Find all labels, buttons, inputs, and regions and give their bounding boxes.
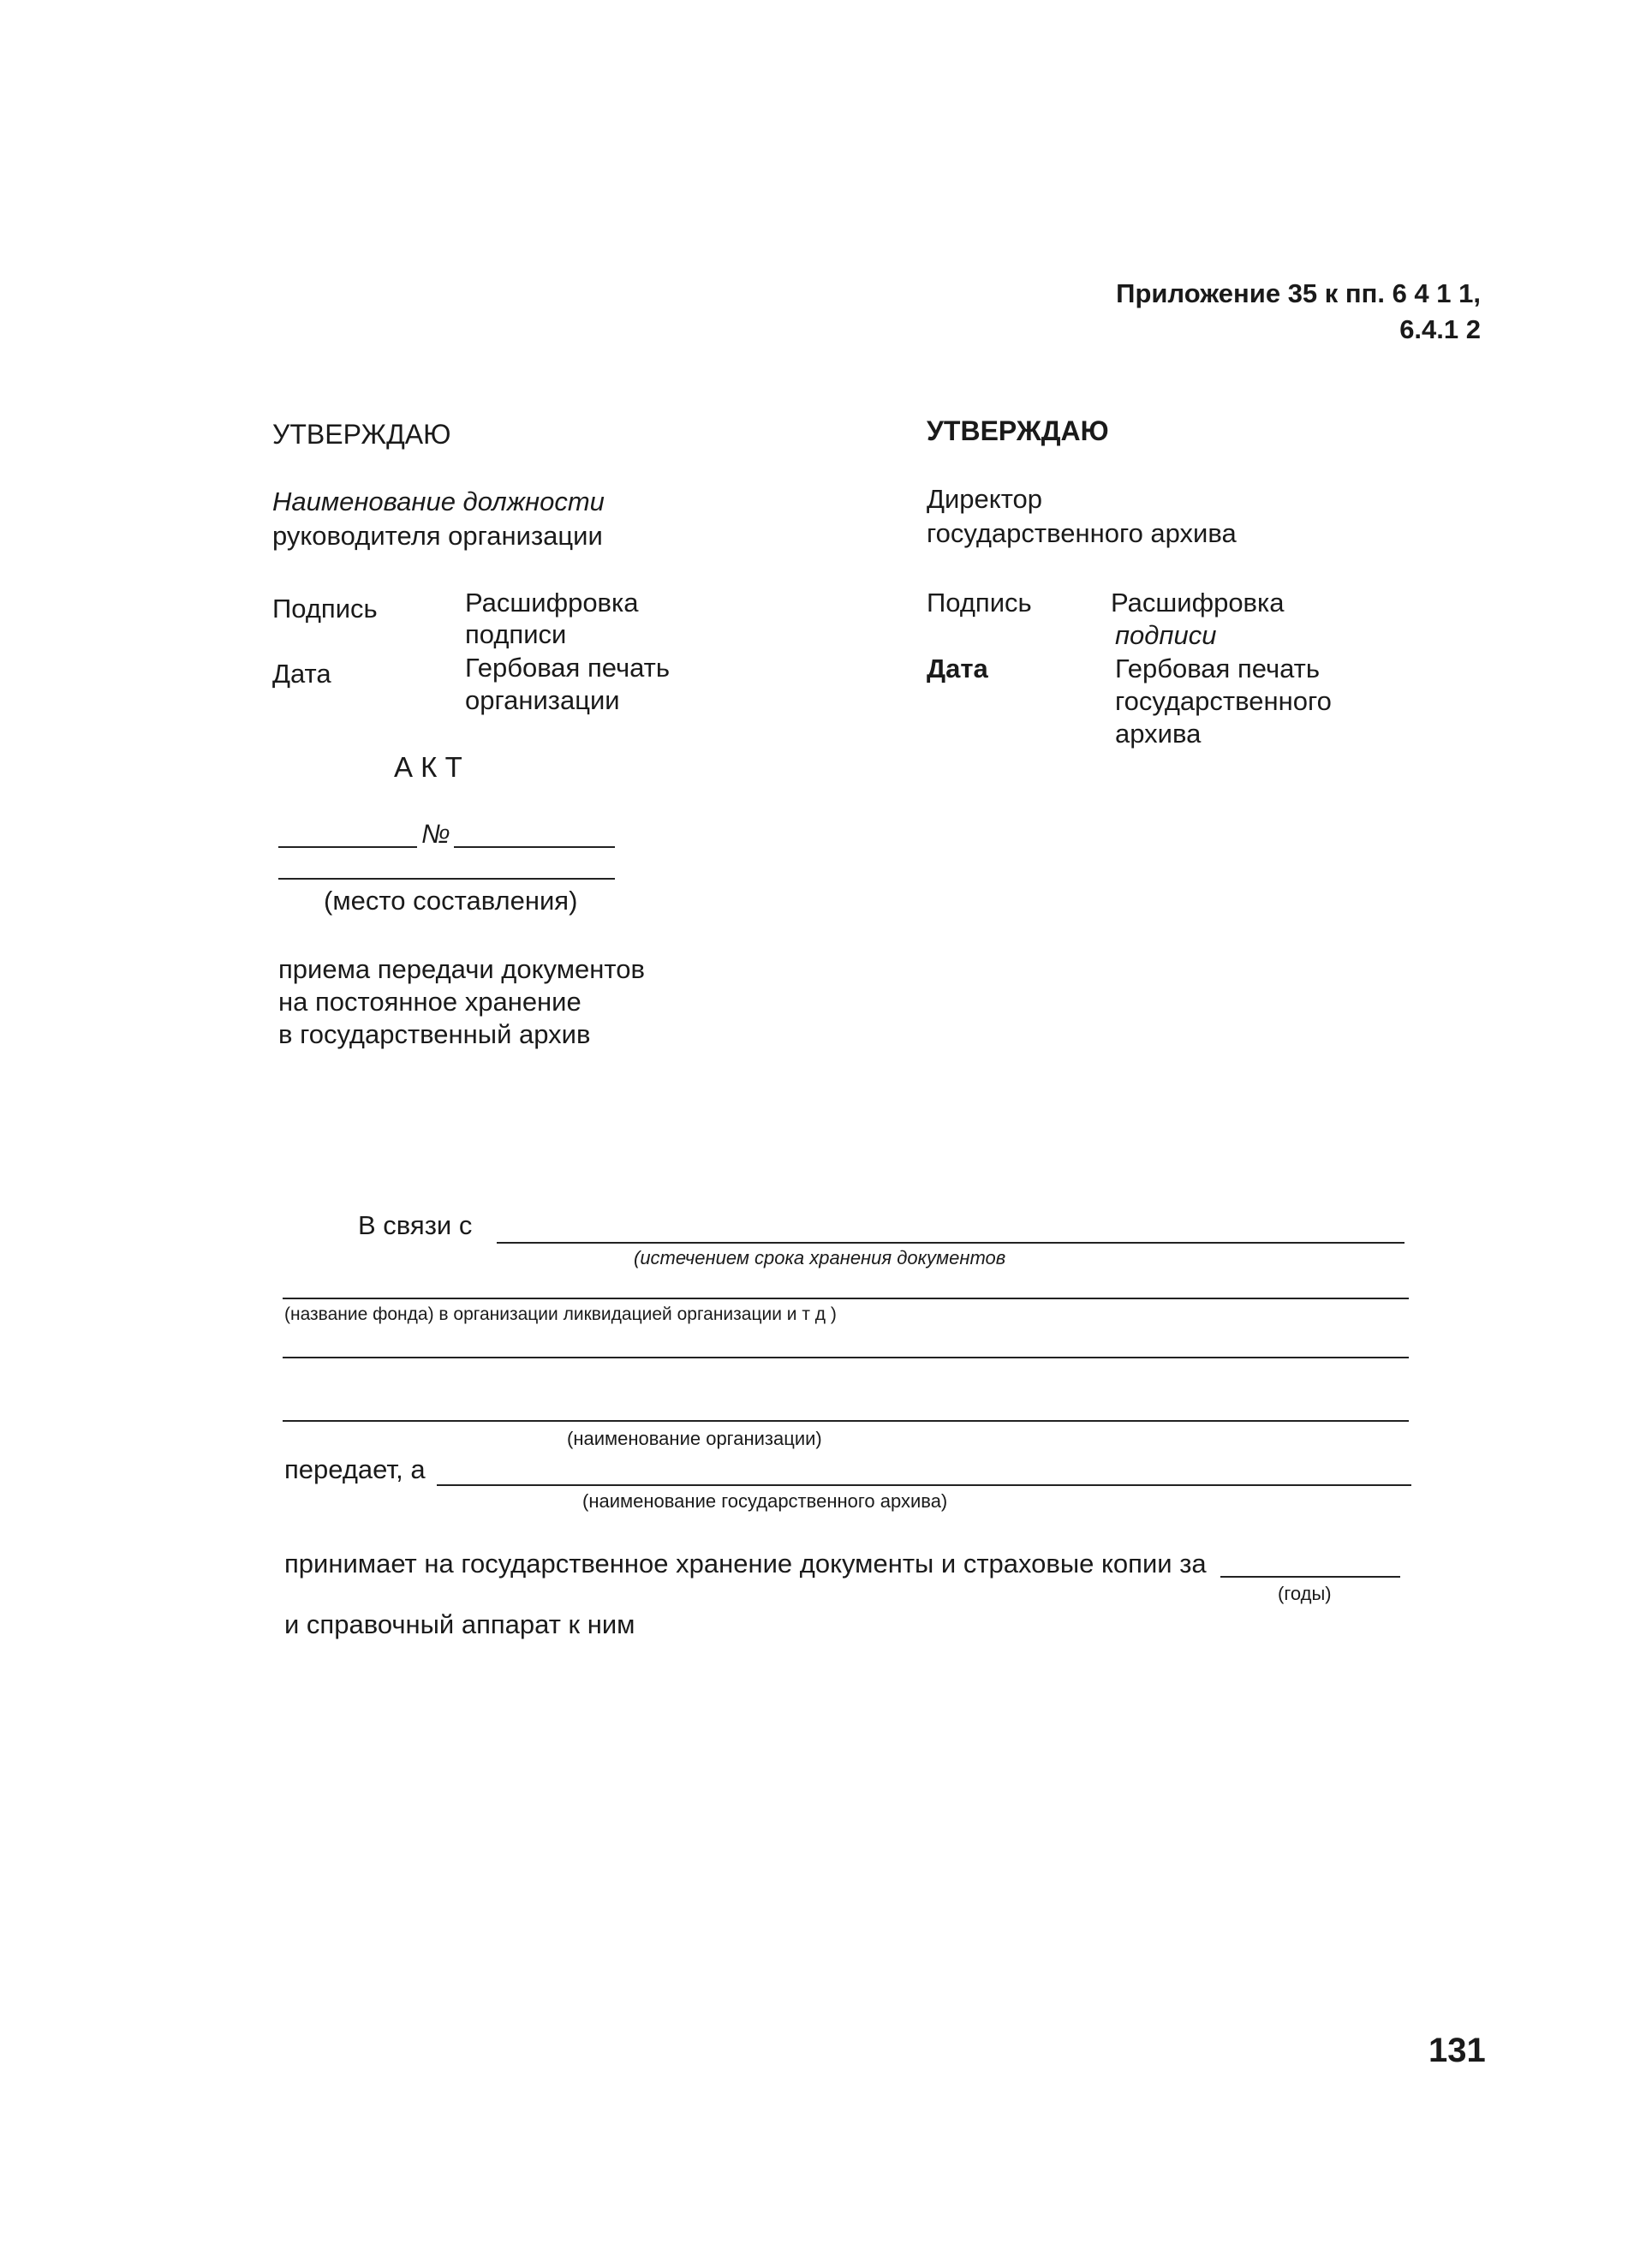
organization-caption: (наименование организации) xyxy=(567,1428,822,1449)
right-position-line-2: государственного архива xyxy=(927,518,1237,548)
left-date-label: Дата xyxy=(272,659,331,689)
right-signature-label: Подпись xyxy=(927,588,1032,618)
left-position-line-1: Наименование должности xyxy=(272,486,605,516)
place-caption: (место составления) xyxy=(324,886,578,916)
fund-blank-line xyxy=(283,1298,1409,1299)
date-blank-line xyxy=(278,846,417,848)
blank-line-2 xyxy=(283,1357,1409,1358)
number-blank-line xyxy=(454,846,615,848)
left-approval-heading: УТВЕРЖДАЮ xyxy=(272,419,451,450)
organization-blank-line xyxy=(283,1420,1409,1422)
page-number: 131 xyxy=(1428,2032,1486,2069)
left-signature-decode-line-2: подписи xyxy=(465,619,567,649)
right-seal-line-1: Гербовая печать xyxy=(1115,654,1321,683)
act-title: А К Т xyxy=(394,751,462,783)
reference-apparatus-text: и справочный аппарат к ним xyxy=(284,1609,635,1639)
years-blank-line xyxy=(1220,1576,1400,1578)
reason-blank-line xyxy=(497,1242,1404,1244)
right-position-line-1: Директор xyxy=(927,484,1043,514)
subject-line-1: приема передачи документов xyxy=(278,954,645,984)
right-approval-heading: УТВЕРЖДАЮ xyxy=(927,415,1109,446)
archive-blank-line xyxy=(437,1484,1411,1486)
subject-line-2: на постоянное хранение xyxy=(278,987,581,1017)
right-date-label: Дата xyxy=(927,654,988,683)
left-signature-decode-line-1: Расшифровка xyxy=(465,588,639,618)
right-seal-line-3: архива xyxy=(1115,719,1202,749)
left-signature-label: Подпись xyxy=(272,594,378,624)
in-connection-text: В связи с xyxy=(358,1210,473,1240)
right-signature-decode-line-2: подписи xyxy=(1115,620,1217,650)
years-caption: (годы) xyxy=(1278,1583,1332,1604)
appendix-line-2: 6.4.1 2 xyxy=(1399,314,1481,344)
subject-line-3: в государственный архив xyxy=(278,1019,591,1049)
left-position-line-2: руководителя организации xyxy=(272,521,603,551)
accepts-text: принимает на государственное хранение документы и страховые копии за xyxy=(284,1549,1207,1579)
place-blank-line xyxy=(278,878,615,880)
left-seal-line-2: организации xyxy=(465,685,620,715)
reason-caption: (истечением срока хранения документов xyxy=(634,1247,1006,1268)
transfers-text: передает, а xyxy=(284,1454,426,1484)
archive-caption: (наименование государственного архива) xyxy=(582,1490,948,1512)
appendix-line-1: Приложение 35 к пп. 6 4 1 1, xyxy=(1116,278,1481,308)
fund-caption: (название фонда) в организации ликвидацией организации и т д ) xyxy=(284,1304,837,1324)
left-seal-line-1: Гербовая печать xyxy=(465,653,671,683)
appendix-reference xyxy=(1116,276,1481,348)
right-seal-line-2: государственного xyxy=(1115,686,1332,716)
right-signature-decode-line-1: Расшифровка xyxy=(1111,588,1285,618)
number-sign: № xyxy=(421,819,450,849)
